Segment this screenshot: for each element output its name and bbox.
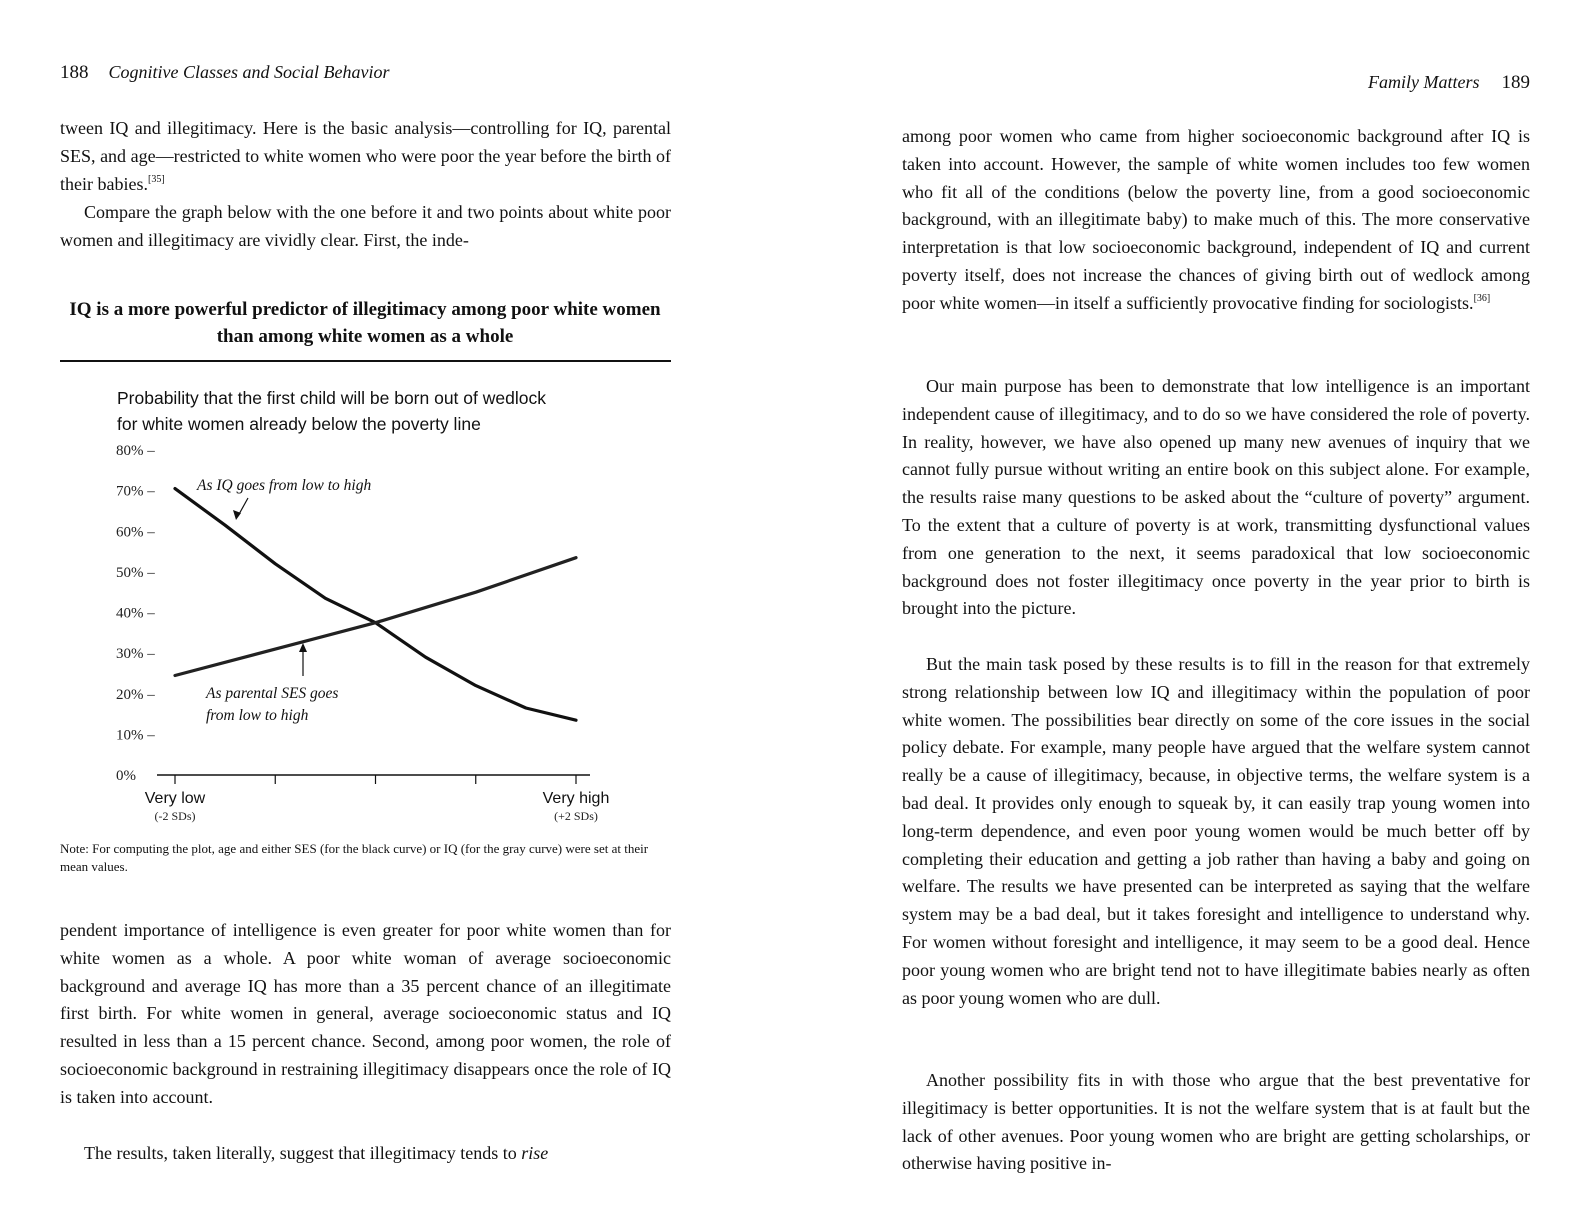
paragraph: Our main purpose has been to demonstrate that low intelligence is an important independent cause of illegitimacy, and to do so we have considered the role of poverty. In reality, however, we have also opened up many new avenues of inquiry that we cannot fully pursue without writing an entire book on this subject alone. For example, the results raise many questions to be asked about the “culture of poverty” argument. To the extent that a culture of poverty is at work, transmitting dysfunctional values from one generation to the next, it seems paradoxical that low socioeconomic background does not foster illegitimacy once poverty in the year prior to birth is brought into the picture. — [902, 376, 1530, 619]
paragraph: pendent importance of intelligence is even greater for poor white women than for white women as a whole. A poor white woman of average socioeconomic background and average IQ has more than a 35 percent chance of an illegitimate first birth. For white women in general, average socioeconomic status and IQ resulted in less than a 15 percent chance. Second, among poor women, the role of socioeconomic background in restraining illegitimacy disappears once the role of IQ is taken into account. — [60, 920, 671, 1107]
page-number: 188 — [60, 62, 89, 83]
x-end-sublabel: (-2 SDs) — [154, 809, 196, 823]
paragraph: among poor women who came from higher socioeconomic background after IQ is taken into account. However, the sample of white women includes too few women who fit all of the conditions (below the poverty line, from a good socioeconomic background, with an illegitimate baby) to make much of this. The more conservative interpretation is that low socioeconomic background, independent of IQ and current poverty itself, does not increase the chances of giving birth out of wedlock among poor white women—in itself a sufficiently provocative finding for sociologists.[36] — [902, 126, 1530, 313]
running-head-title: Cognitive Classes and Social Behavior — [108, 62, 390, 82]
y-tick-label: 60% – — [116, 524, 155, 541]
series-label-ses: As parental SES goes from low to high — [206, 685, 339, 724]
line-chart — [60, 430, 660, 830]
paragraph: But the main task posed by these results is to fill in the reason for that extremely strong relationship between low IQ and illegitimacy within the population of poor white women. The possibilities bear directly on some of the core issues in the social policy debate. For example, many people have argued that the welfare system cannot really be a cause of illegitimacy, because, in objective terms, the welfare system is a bad deal. It provides only enough to squeak by, it can easily trap young women into long-term dependence, and even poor young women would be much better off by completing their education and getting a job rather than having a baby and going on welfare. The results we have presented can be interpreted as saying that the welfare system may be a bad deal, but it takes foresight and intelligence to understand why. For women without foresight and intelligence, it may seem to be a good deal. Hence poor young women who are bright tend not to have illegitimate babies nearly as often as poor young women who are dull. — [902, 654, 1530, 1008]
x-end-sublabel: (+2 SDs) — [554, 809, 598, 823]
series-label-iq: As IQ goes from low to high — [197, 477, 372, 494]
y-tick-label: 30% – — [116, 646, 155, 663]
paragraph: Compare the graph below with the one before it and two points about white poor women and illegitimacy are vividly clear. First, the inde- — [60, 202, 671, 250]
x-end-label: Very low — [144, 790, 206, 807]
running-head-left — [60, 62, 389, 84]
y-tick-label: 70% – — [116, 483, 155, 500]
paragraph: The results, taken literally, suggest that illegitimacy tends to rise — [84, 1143, 549, 1163]
page-number: 189 — [1501, 72, 1530, 93]
figure-note: Note: For computing the plot, age and either SES (for the black curve) or IQ (for the gray curve) were set at their mean values. — [60, 841, 649, 874]
y-tick-label: 40% – — [116, 605, 155, 622]
chart-subtitle-line: for white women already below the poverty line — [117, 414, 481, 434]
annotation-arrowhead — [299, 643, 307, 652]
figure-title: IQ is a more powerful predictor of illegitimacy among poor white women than among white women as a whole — [69, 299, 661, 347]
left-page — [0, 0, 770, 1220]
paragraph: Another possibility fits in with those who argue that the best preventative for illegitimacy is better opportunities. It is not the welfare system that is at fault but the lack of other avenues. Poor young women who are bright are getting scholarships, or otherwise having positive in- — [902, 1070, 1530, 1174]
endnote-ref: [35] — [147, 173, 165, 185]
chart-subtitle-line: Probability that the first child will be born out of wedlock — [117, 388, 546, 408]
y-tick-label: 0% — [116, 768, 136, 784]
y-tick-label: 20% – — [116, 686, 155, 703]
paragraph: tween IQ and illegitimacy. Here is the basic analysis—controlling for IQ, parental SES, and age—restricted to white women who were poor the year before the birth of their babies.[35] — [60, 118, 671, 194]
running-head-right — [1368, 72, 1530, 94]
y-tick-label: 10% – — [116, 727, 155, 744]
right-page — [800, 0, 1582, 1220]
y-tick-label: 80% – — [116, 443, 155, 459]
x-end-label: Very high — [542, 790, 610, 807]
annotation-arrowhead — [233, 510, 241, 520]
endnote-ref: [36] — [1473, 292, 1491, 304]
emphasis: rise — [521, 1143, 549, 1163]
y-tick-label: 50% – — [116, 564, 155, 581]
figure-rule — [60, 360, 671, 362]
series-line-ses — [175, 558, 576, 676]
running-head-title: Family Matters — [1368, 72, 1480, 92]
